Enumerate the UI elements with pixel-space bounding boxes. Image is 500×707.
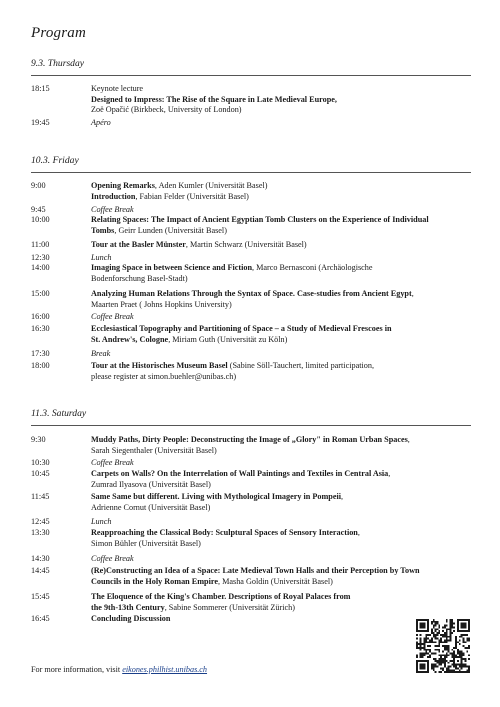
entry-time: 17:30 [31, 349, 50, 358]
entry-title: Reapproaching the Classical Body: Sculptural Spaces of Sensory Interaction [91, 528, 358, 537]
entry-note: Lunch [91, 517, 112, 526]
entry-line [91, 95, 475, 106]
entry-title: Opening Remarks [91, 181, 155, 190]
entry-line [91, 240, 475, 251]
entry-line [91, 253, 475, 264]
entry-detail: , [411, 289, 414, 298]
entry-line [91, 458, 475, 469]
entry-line [91, 577, 475, 588]
entry-time: 12:45 [31, 517, 50, 526]
entry-title: Designed to Impress: The Rise of the Square in Late Medieval Europe, [91, 94, 337, 104]
entry-description [91, 492, 475, 513]
entry-time: 16:30 [31, 324, 50, 333]
entry-detail: , Martin Schwarz (Universität Basel) [185, 240, 307, 249]
entry-line [91, 517, 475, 528]
entry-line [91, 274, 475, 285]
entry-detail: Keynote lecture [91, 84, 144, 93]
entry-time: 10:30 [31, 458, 50, 467]
entry-note: Coffee Break [91, 458, 134, 467]
entry-line [91, 192, 475, 203]
entry-line [91, 181, 475, 192]
entry-title: St. Andrew's, Cologne [91, 334, 169, 344]
entry-detail: , Masha Goldin (Universität Basel) [218, 576, 333, 586]
entry-time: 9:00 [31, 181, 46, 190]
entry-title: Tour at the Basler Münster [91, 240, 186, 249]
entry-detail: Maarten Praet ( Johns Hopkins University) [91, 299, 232, 309]
entry-description [91, 528, 475, 549]
page-title: Program [31, 25, 87, 41]
day-divider [31, 425, 471, 426]
entry-line [91, 105, 475, 116]
entry-detail: Adrienne Cornut (Universität Basel) [91, 502, 211, 512]
entry-detail: , Sabine Sommerer (Universität Zürich) [164, 602, 295, 612]
entry-line [91, 603, 475, 614]
entry-line [91, 554, 475, 565]
entry-note: Coffee Break [91, 554, 134, 563]
entry-line [91, 263, 475, 274]
entry-line [91, 335, 475, 346]
website-link[interactable]: eikones.philhist.unibas.ch [122, 665, 208, 674]
entry-line [91, 503, 475, 514]
entry-title: Concluding Discussion [91, 614, 171, 623]
entry-detail: , Geirr Lunden (Universität Basel) [114, 225, 227, 235]
entry-detail: Zoë Opačić (Birkbeck, University of London) [91, 105, 242, 114]
entry-note: Break [91, 349, 111, 358]
entry-line [91, 566, 475, 577]
entry-title: Tombs [91, 225, 115, 235]
entry-description [91, 469, 475, 490]
entry-line [91, 215, 475, 226]
entry-detail: Simon Bühler (Universität Basel) [91, 538, 201, 548]
entry-detail: , [407, 435, 410, 444]
entry-line [91, 349, 475, 360]
entry-time: 14:00 [31, 263, 50, 272]
entry-description [91, 458, 475, 469]
entry-description [91, 349, 475, 360]
entry-time: 10:45 [31, 469, 50, 478]
entry-detail: , Fabian Felder (Universität Basel) [135, 191, 249, 201]
entry-description [91, 181, 475, 202]
entry-line [91, 480, 475, 491]
entry-detail: , Marco Bernasconi (Archäologische [252, 263, 373, 272]
entry-detail: Bodenforschung Basel-Stadt) [91, 273, 188, 283]
entry-line [91, 289, 475, 300]
entry-description [91, 361, 475, 382]
entry-time: 15:00 [31, 289, 50, 298]
entry-title: Councils in the Holy Roman Empire [91, 576, 218, 586]
entry-time: 12:30 [31, 253, 50, 262]
entry-time: 11:00 [31, 240, 50, 249]
entry-description [91, 566, 475, 587]
entry-note: Coffee Break [91, 312, 134, 321]
entry-detail: Zumrad Ilyasova (Universität Basel) [91, 479, 211, 489]
entry-line [91, 539, 475, 550]
entry-time: 14:45 [31, 566, 50, 575]
entry-description [91, 435, 475, 456]
entry-title: the 9th-13th Century [91, 602, 165, 612]
entry-description [91, 592, 475, 613]
entry-title: Ecclesiastical Topography and Partitioning of Space – a Study of Medieval Frescoes in [91, 324, 392, 333]
entry-description [91, 84, 475, 116]
entry-description [91, 554, 475, 565]
entry-description [91, 205, 475, 216]
entry-title: Introduction [91, 191, 136, 201]
entry-detail: Sarah Siegenthaler (Universität Basel) [91, 445, 217, 455]
entry-line [91, 528, 475, 539]
entry-line [91, 312, 475, 323]
entry-detail: (Sabine Söll-Tauchert, limited participation, [227, 361, 374, 370]
entry-detail: , Aden Kumler (Universität Basel) [154, 181, 268, 190]
entry-time: 18:00 [31, 361, 50, 370]
entry-description [91, 289, 475, 310]
entry-line [91, 492, 475, 503]
entry-title: The Eloquence of the King's Chamber. Descriptions of Royal Palaces from [91, 592, 351, 601]
entry-time: 9:45 [31, 205, 46, 214]
day-heading: 10.3. Friday [31, 155, 79, 166]
entry-time: 11:45 [31, 492, 50, 501]
entry-title: Tour at the Historisches Museum Basel [91, 361, 228, 370]
entry-line [91, 435, 475, 446]
entry-description [91, 215, 475, 236]
entry-title: Same Same but different. Living with Mythological Imagery in Pompeii [91, 492, 342, 501]
entry-line [91, 361, 475, 372]
entry-description [91, 324, 475, 345]
entry-time: 14:30 [31, 554, 50, 563]
entry-title: Analyzing Human Relations Through the Syntax of Space. Case-studies from Ancient Egypt [91, 289, 412, 298]
entry-line [91, 372, 475, 383]
day-heading: 11.3. Saturday [31, 408, 87, 419]
entry-description [91, 263, 475, 284]
entry-detail: , [388, 469, 391, 478]
entry-line [91, 118, 475, 129]
entry-time: 16:45 [31, 614, 50, 623]
entry-line [91, 446, 475, 457]
day-heading: 9.3. Thursday [31, 58, 85, 69]
entry-title: Imaging Space in between Science and Fiction [91, 263, 253, 272]
entry-description [91, 312, 475, 323]
entry-line [91, 205, 475, 216]
entry-note: Coffee Break [91, 205, 134, 214]
entry-time: 10:00 [31, 215, 50, 224]
entry-time: 19:45 [31, 118, 50, 127]
entry-line [91, 300, 475, 311]
entry-note: Lunch [91, 253, 112, 262]
entry-description [91, 240, 475, 251]
entry-line [91, 469, 475, 480]
entry-time: 15:45 [31, 592, 50, 601]
entry-time: 16:00 [31, 312, 50, 321]
entry-time: 18:15 [31, 84, 50, 93]
footer-text: For more information, visit [31, 665, 123, 674]
entry-title: Muddy Paths, Dirty People: Deconstructing the Image of „Glory" in Roman Urban Spaces [91, 435, 408, 444]
day-divider [31, 75, 471, 76]
footer [31, 665, 207, 676]
entry-detail: , [341, 492, 344, 501]
entry-detail: , [357, 528, 360, 537]
entry-line [91, 84, 475, 95]
entry-title: Relating Spaces: The Impact of Ancient Egyptian Tomb Clusters on the Experience of Individual [91, 215, 429, 224]
entry-title: Carpets on Walls? On the Interrelation of Wall Paintings and Textiles in Central Asia [91, 469, 389, 478]
entry-line [91, 226, 475, 237]
entry-detail: please register at simon.buehler@unibas.ch) [91, 371, 237, 381]
entry-time: 9:30 [31, 435, 46, 444]
entry-detail: , Miriam Guth (Universität zu Köln) [168, 334, 288, 344]
entry-note: Apéro [91, 118, 111, 127]
entry-description [91, 253, 475, 264]
entry-description [91, 118, 475, 129]
entry-line [91, 592, 475, 603]
day-divider [31, 172, 471, 173]
entry-description [91, 517, 475, 528]
entry-line [91, 324, 475, 335]
entry-time: 13:30 [31, 528, 50, 537]
entry-title: (Re)Constructing an Idea of a Space: Late Medieval Town Halls and their Perception by Town [91, 566, 420, 575]
qr-code-icon[interactable] [416, 619, 470, 673]
